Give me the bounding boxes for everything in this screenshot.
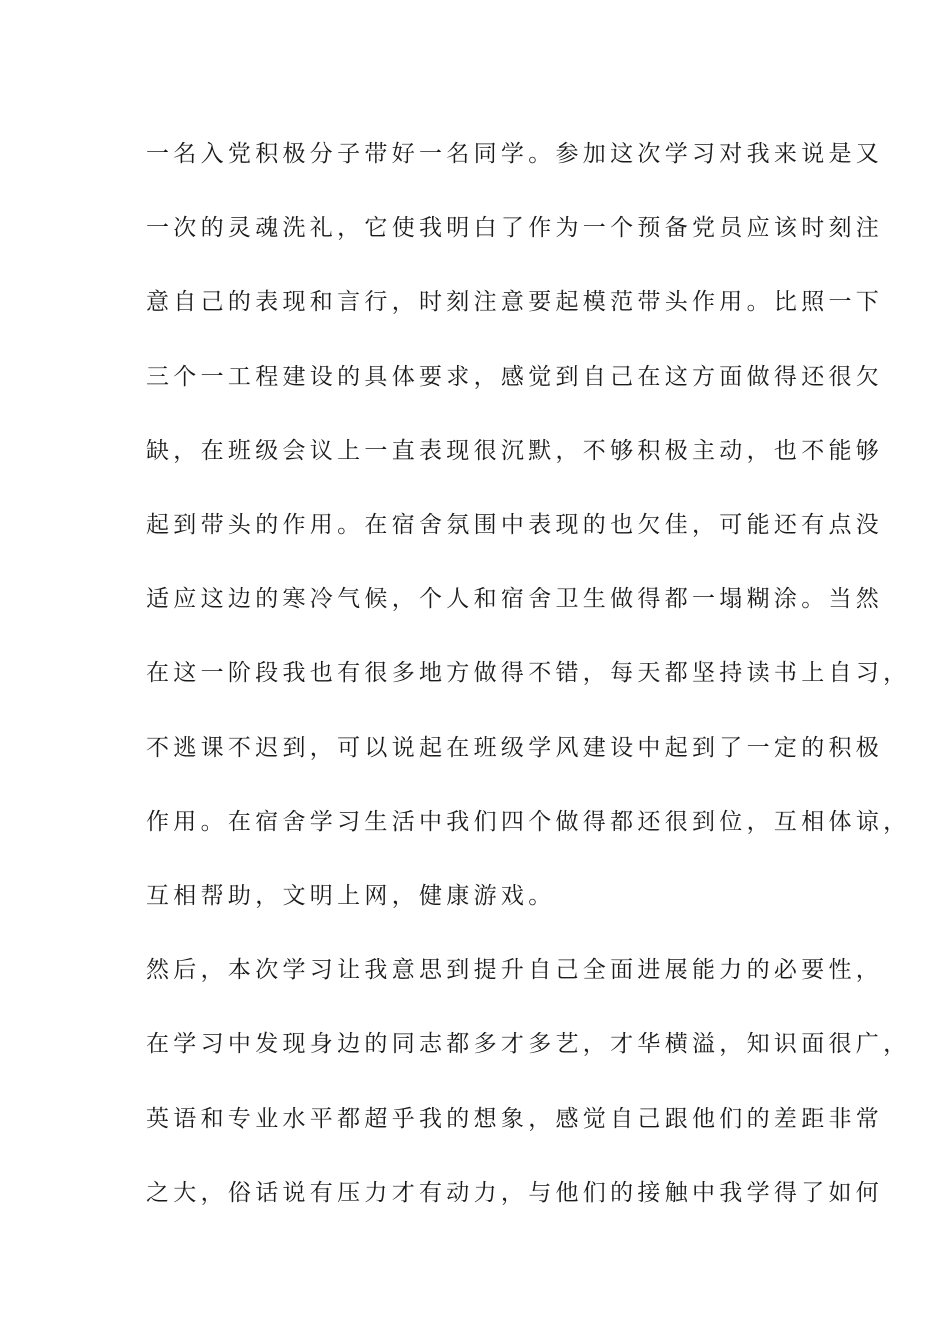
text-line: 一次的灵魂洗礼，它使我明白了作为一个预备党员应该时刻注: [146, 215, 884, 241]
text-line: 在学习中发现身边的同志都多才多艺，才华横溢，知识面很广，: [146, 1031, 911, 1057]
text-line: 缺，在班级会议上一直表现很沉默，不够积极主动，也不能够: [146, 438, 884, 464]
text-line: 三个一工程建设的具体要求，感觉到自己在这方面做得还很欠: [146, 364, 884, 390]
text-line: 在这一阶段我也有很多地方做得不错，每天都坚持读书上自习，: [146, 660, 911, 686]
text-line: 互相帮助，文明上网，健康游戏。: [146, 883, 556, 909]
text-line: 适应这边的寒冷气候，个人和宿舍卫生做得都一塌糊涂。当然: [146, 586, 884, 612]
text-line: 意自己的表现和言行，时刻注意要起模范带头作用。比照一下: [146, 289, 884, 315]
text-line: 起到带头的作用。在宿舍氛围中表现的也欠佳，可能还有点没: [146, 512, 884, 538]
text-line: 英语和专业水平都超乎我的想象，感觉自己跟他们的差距非常: [146, 1106, 884, 1132]
text-line: 不逃课不迟到，可以说起在班级学风建设中起到了一定的积极: [146, 735, 884, 761]
text-line: 之大，俗话说有压力才有动力，与他们的接触中我学得了如何: [146, 1180, 884, 1206]
text-line: 一名入党积极分子带好一名同学。参加这次学习对我来说是又: [146, 141, 884, 167]
text-line: 作用。在宿舍学习生活中我们四个做得都还很到位，互相体谅，: [146, 809, 911, 835]
text-line: 然后，本次学习让我意思到提升自己全面进展能力的必要性，: [146, 957, 884, 983]
